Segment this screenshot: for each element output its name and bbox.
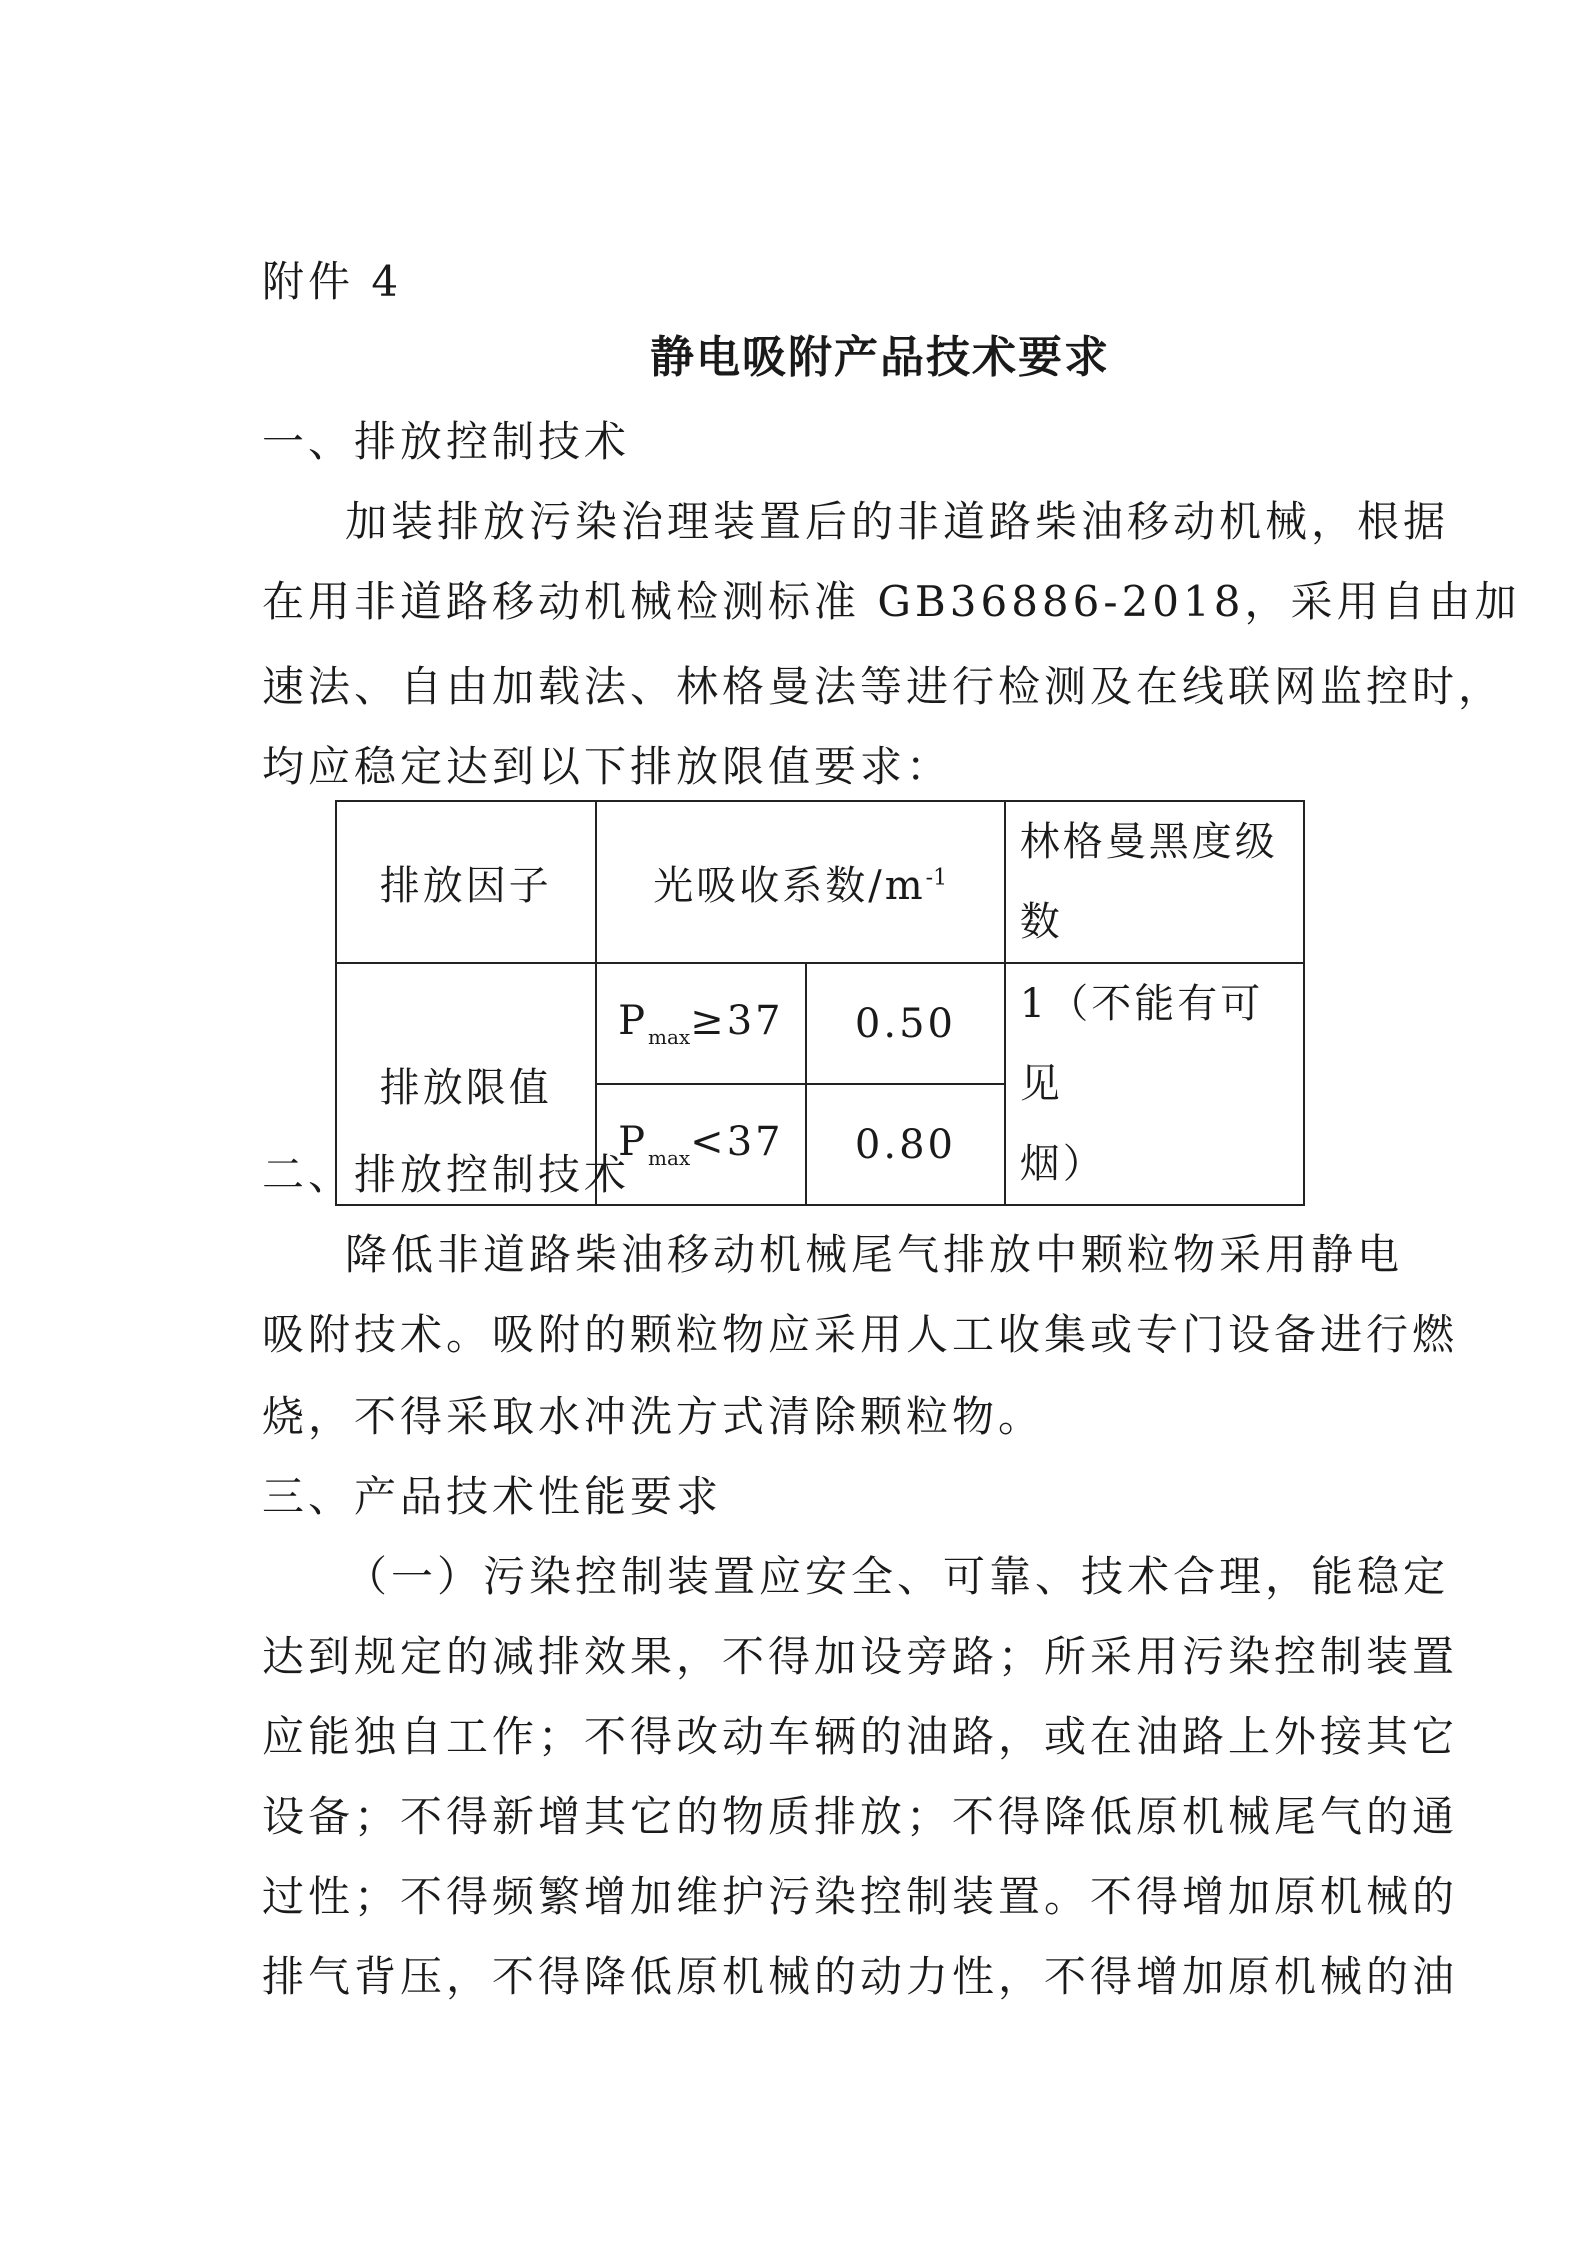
condition-1-op: ≥37 — [690, 998, 784, 1044]
value-2-cell — [806, 1084, 1005, 1205]
p-sub-1: max — [648, 1025, 691, 1049]
section2-line-3: 烧，不得采取水冲洗方式清除颗粒物。 — [262, 1392, 1045, 1441]
header-light-cell — [596, 801, 1005, 963]
condition-2-op: <37 — [690, 1119, 784, 1165]
section1-line-3: 速法、自由加载法、林格曼法等进行检测及在线联网监控时， — [262, 662, 1505, 711]
header-factor: 排放因子 — [379, 862, 552, 909]
row-label: 排放限值 — [379, 1064, 552, 1111]
ringelmann-value-line-1: 1（不能有可见 — [1019, 981, 1264, 1107]
ringelmann-value-line-2: 烟） — [1019, 1141, 1106, 1187]
table-row — [336, 963, 1304, 1084]
section3-line-4: 设备；不得新增其它的物质排放；不得降低原机械尾气的通 — [262, 1792, 1459, 1841]
table-header-row — [336, 801, 1304, 963]
section1-line-1: 加装排放污染治理装置后的非道路柴油移动机械，根据 — [345, 497, 1450, 546]
p-sub-2: max — [648, 1146, 691, 1170]
header-ringelmann-line-1: 林格曼黑度级 — [1019, 819, 1278, 865]
section3-line-1: （一）污染控制装置应安全、可靠、技术合理，能稳定 — [345, 1552, 1450, 1601]
section3-line-5: 过性；不得频繁增加维护污染控制装置。不得增加原机械的 — [262, 1872, 1459, 1921]
p-symbol-2: P — [618, 1119, 648, 1165]
section3-line-3: 应能独自工作；不得改动车辆的油路，或在油路上外接其它 — [262, 1712, 1459, 1761]
p-symbol-1: P — [618, 998, 648, 1044]
section2-line-1: 降低非道路柴油移动机械尾气排放中颗粒物采用静电 — [345, 1230, 1404, 1279]
section1-line-2: 在用非道路移动机械检测标准 GB36886-2018，采用自由加 — [262, 577, 1521, 626]
value-1-cell — [806, 963, 1005, 1084]
ringelmann-value-cell — [1005, 963, 1304, 1205]
document-title: 静电吸附产品技术要求 — [650, 332, 1110, 383]
section2-line-2: 吸附技术。吸附的颗粒物应采用人工收集或专门设备进行燃 — [262, 1310, 1459, 1359]
section1-heading: 一、排放控制技术 — [262, 417, 631, 466]
header-ringelmann-cell — [1005, 801, 1304, 963]
condition-1-cell — [596, 963, 807, 1084]
section3-line-2: 达到规定的减排效果，不得加设旁路；所采用污染控制装置 — [262, 1632, 1459, 1681]
value-1: 0.50 — [854, 1000, 956, 1047]
section3-line-6: 排气背压，不得降低原机械的动力性，不得增加原机械的油 — [262, 1952, 1459, 2001]
section3-heading: 三、产品技术性能要求 — [262, 1472, 723, 1521]
section2-heading: 二、排放控制技术 — [262, 1150, 631, 1199]
header-factor-cell — [336, 801, 596, 963]
value-2: 0.80 — [854, 1121, 956, 1168]
emission-limits-table — [335, 800, 1305, 1206]
header-light: 光吸收系数/m — [653, 862, 926, 909]
header-ringelmann-line-2: 数 — [1019, 899, 1063, 945]
attachment-label: 附件 4 — [262, 257, 403, 306]
header-light-unit-sup: -1 — [925, 865, 948, 891]
section1-line-4: 均应稳定达到以下排放限值要求： — [262, 742, 953, 791]
